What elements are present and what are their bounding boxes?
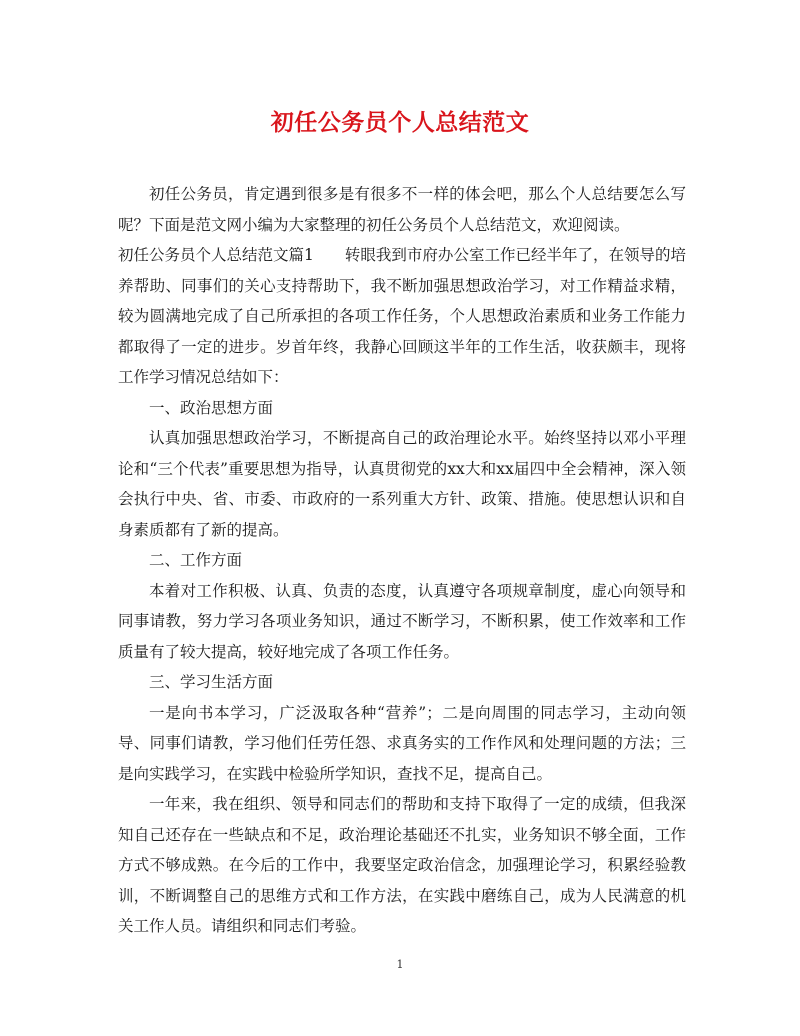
intro-paragraph: 初任公务员，肯定遇到很多是有很多不一样的体会吧，那么个人总结要怎么写呢？下面是范文网小编为大家整理的初任公务员个人总结范文，欢迎阅读。	[118, 185, 686, 234]
heading-work: 二、工作方面	[149, 551, 243, 569]
paragraph-conclusion: 一年来，我在组织、领导和同志们的帮助和支持下取得了一定的成绩，但我深知自己还存在一些缺点和不足，政治理论基础还不扎实，业务知识不够全面，工作方式不够成熟。在今后的工作中，我要坚定政治信念，加强理论学习，积累经验教训，不断调整自己的思维方式和工作方法，在实践中磨练自己，成为人民满意的机关工作人员。请组织和同志们考验。	[118, 795, 686, 935]
paragraph-political-thought: 认真加强思想政治学习，不断提高自己的政治理论水平。始终坚持以邓小平理论和“三个代表”重要思想为指导，认真贯彻党的xx大和xx届四中全会精神，深入领会执行中央、省、市委、市政府的一系列重大方针、政策、措施。使思想认识和自身素质都有了新的提高。	[118, 429, 686, 539]
paragraph-study-life: 一是向书本学习，广泛汲取各种“营养”；二是向周围的同志学习，主动向领导、同事们请教，学习他们任劳任怨、求真务实的工作作风和处理问题的方法；三是向实践学习，在实践中检验所学知识，查找不足，提高自己。	[118, 703, 686, 783]
heading-study-life: 三、学习生活方面	[149, 673, 274, 691]
heading-political-thought: 一、政治思想方面	[149, 398, 274, 417]
paragraph-work: 本着对工作积极、认真、负责的态度，认真遵守各项规章制度，虚心向领导和同事请教，努力学习各项业务知识，通过不断学习，不断积累，使工作效率和工作质量有了较大提高，较好地完成了各项工作任务。	[118, 581, 686, 661]
document-body	[118, 179, 686, 942]
section-paragraph-article-1: 初任公务员个人总结范文篇1 转眼我到市府办公室工作已经半年了，在领导的培养帮助、同事们的关心支持帮助下，我不断加强思想政治学习，对工作精益求精，较为圆满地完成了自己所承担的各项工作任务，个人思想政治素质和业务工作能力都取得了一定的进步。岁首年终，我静心回顾这半年的工作生活，收获颇丰，现将工作学习情况总结如下：	[118, 246, 686, 386]
page-number: 1	[396, 958, 404, 971]
document-title: 初任公务员个人总结范文	[270, 109, 530, 136]
